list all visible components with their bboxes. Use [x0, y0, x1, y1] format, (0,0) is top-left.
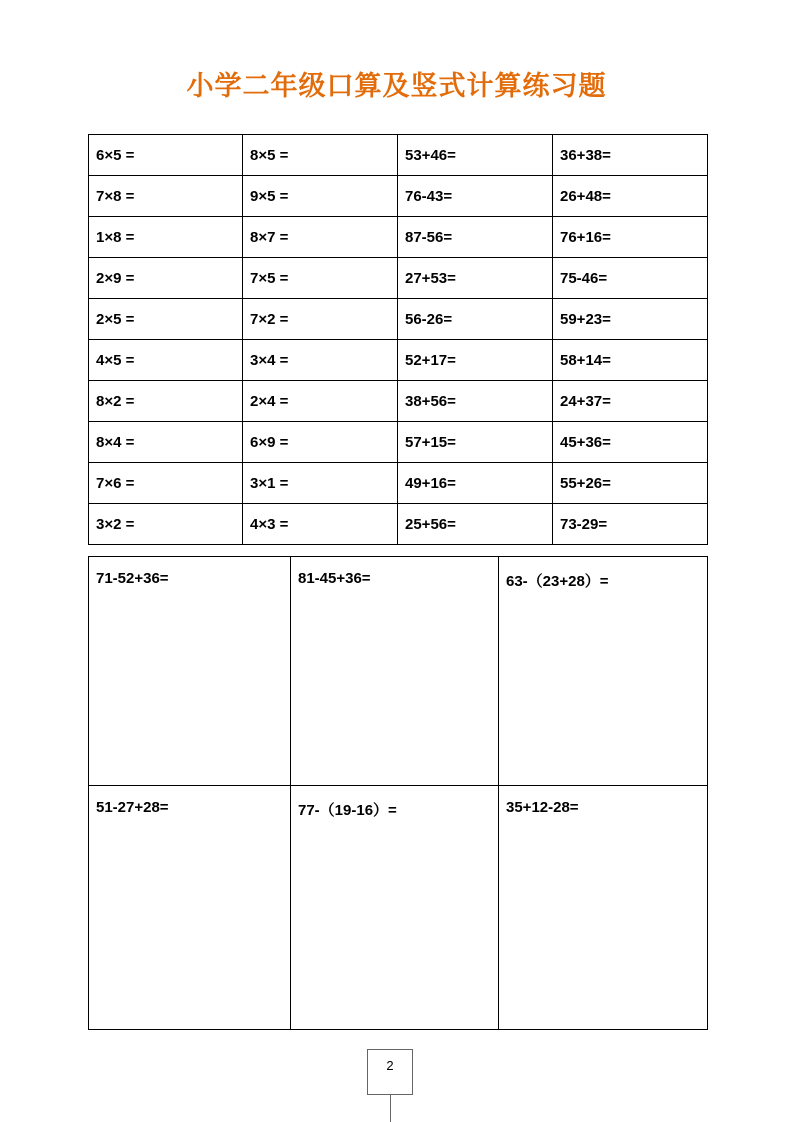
problem-cell: 6×9 = [243, 422, 398, 463]
problem-cell: 87-56= [398, 217, 553, 258]
problem-cell: 76+16= [553, 217, 708, 258]
problem-cell: 8×7 = [243, 217, 398, 258]
problem-cell: 49+16= [398, 463, 553, 504]
problem-cell: 9×5 = [243, 176, 398, 217]
table-row [89, 299, 708, 340]
problem-cell: 7×2 = [243, 299, 398, 340]
problem-cell: 1×8 = [89, 217, 243, 258]
problem-cell: 53+46= [398, 135, 553, 176]
problem-cell: 8×4 = [89, 422, 243, 463]
work-cell: 35+12-28= [499, 786, 708, 1030]
problem-cell: 25+56= [398, 504, 553, 545]
problem-cell: 36+38= [553, 135, 708, 176]
problem-cell: 8×2 = [89, 381, 243, 422]
problem-cell: 3×1 = [243, 463, 398, 504]
problem-cell: 3×2 = [89, 504, 243, 545]
problem-cell: 7×6 = [89, 463, 243, 504]
problem-cell: 2×4 = [243, 381, 398, 422]
oral-calculation-table [88, 134, 708, 545]
problem-cell: 7×5 = [243, 258, 398, 299]
vertical-calculation-table [88, 556, 708, 1030]
table-row [89, 504, 708, 545]
problem-cell: 56-26= [398, 299, 553, 340]
problem-cell: 7×8 = [89, 176, 243, 217]
problem-cell: 27+53= [398, 258, 553, 299]
work-cell: 71-52+36= [89, 557, 291, 786]
work-cell: 77-（19-16）= [291, 786, 499, 1030]
problem-cell: 4×3 = [243, 504, 398, 545]
problem-cell: 2×5 = [89, 299, 243, 340]
page-number: 2 [367, 1049, 413, 1095]
problem-cell: 76-43= [398, 176, 553, 217]
problem-cell: 26+48= [553, 176, 708, 217]
problem-cell: 55+26= [553, 463, 708, 504]
problem-cell: 2×9 = [89, 258, 243, 299]
work-cell: 81-45+36= [291, 557, 499, 786]
table-row [89, 557, 708, 786]
table-row [89, 463, 708, 504]
problem-cell: 4×5 = [89, 340, 243, 381]
problem-cell: 59+23= [553, 299, 708, 340]
problem-cell: 6×5 = [89, 135, 243, 176]
problem-cell: 3×4 = [243, 340, 398, 381]
problem-cell: 8×5 = [243, 135, 398, 176]
problem-cell: 57+15= [398, 422, 553, 463]
table-row [89, 422, 708, 463]
problem-cell: 75-46= [553, 258, 708, 299]
work-cell: 51-27+28= [89, 786, 291, 1030]
table-row [89, 176, 708, 217]
problem-cell: 58+14= [553, 340, 708, 381]
problem-cell: 24+37= [553, 381, 708, 422]
page-title: 小学二年级口算及竖式计算练习题 [186, 71, 607, 102]
table-row [89, 381, 708, 422]
table-row [89, 135, 708, 176]
table-row [89, 786, 708, 1030]
problem-cell: 45+36= [553, 422, 708, 463]
problem-cell: 52+17= [398, 340, 553, 381]
table-row [89, 217, 708, 258]
problem-cell: 73-29= [553, 504, 708, 545]
table-row [89, 258, 708, 299]
problem-cell: 38+56= [398, 381, 553, 422]
table-row [89, 340, 708, 381]
page-number-divider [390, 1095, 391, 1122]
work-cell: 63-（23+28）= [499, 557, 708, 786]
